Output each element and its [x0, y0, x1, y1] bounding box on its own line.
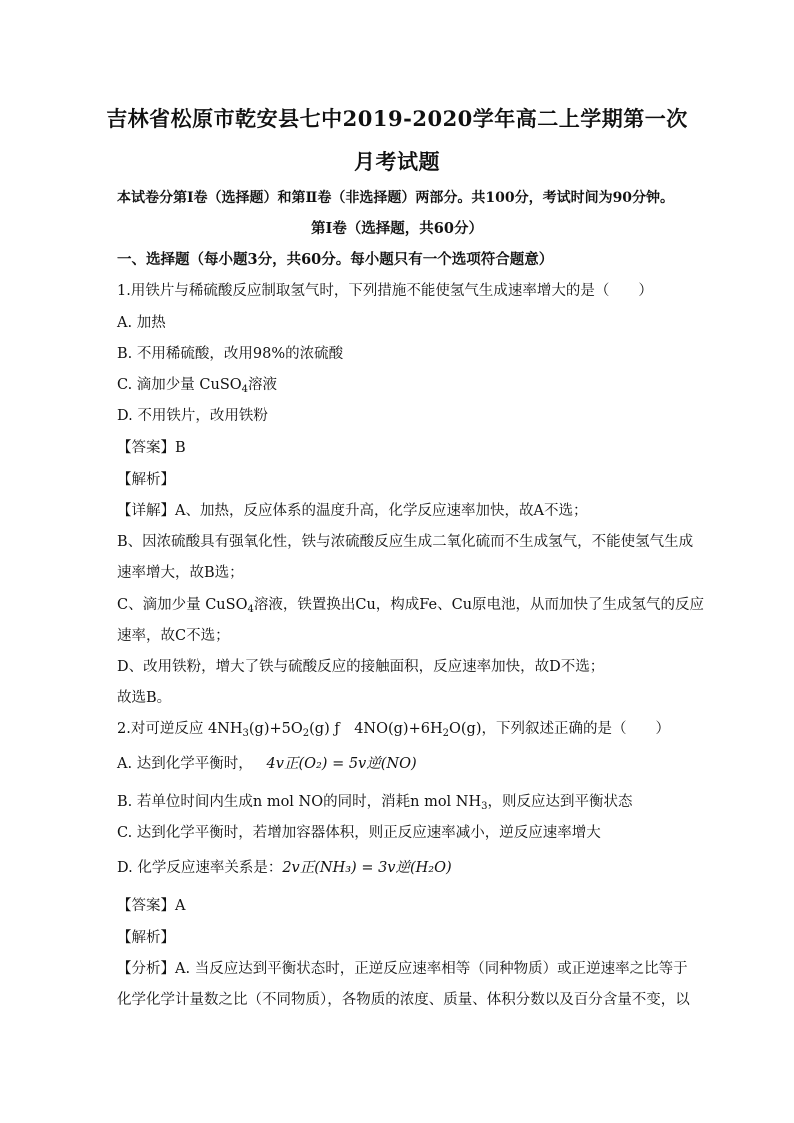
question-2-analysis-2: 化学化学计量数之比（不同物质），各物质的浓度、质量、体积分数以及百分含量不变，以 — [117, 992, 690, 1008]
equation-a: 4v正(O₂) = 5v逆(NO) — [266, 756, 417, 772]
question-1-option-d: D. 不用铁片，改用铁粉 — [117, 408, 268, 424]
question-2-option-d: D. 化学反应速率关系是：2v正(NH₃) = 3v逆(H₂O) — [117, 860, 452, 876]
question-1-explain-d: D、改用铁粉，增大了铁与硫酸反应的接触面积，反应速率加快，故D不选； — [117, 659, 605, 675]
question-1-option-a: A. 加热 — [117, 315, 166, 331]
document-title-line-1: 吉林省松原市乾安县七中2019-2020学年高二上学期第一次 — [106, 106, 688, 131]
exam-intro: 本试卷分第Ⅰ卷（选择题）和第Ⅱ卷（非选择题）两部分。共100分，考试时间为90分钟。 — [117, 190, 675, 206]
question-1-explain-c-1: C、滴加少量 CuSO$_4$溶液，铁置换出Cu，构成Fe、Cu原电池，从而加快了生成氢气的反应 — [117, 597, 705, 615]
question-1-analysis-label: 【解析】 — [117, 472, 175, 488]
question-2-option-c: C. 达到化学平衡时，若增加容器体积，则正反应速率减小，逆反应速率增大 — [117, 825, 601, 841]
question-2-stem: 2.对可逆反应 $4NH_3(g)+5O_2(g)$ ƒ $4NO(g)+6H_2O(g)$，下列叙述正确的是（ ） — [117, 721, 670, 739]
question-1-option-b: B. 不用稀硫酸，改用98%的浓硫酸 — [117, 346, 344, 362]
question-1-answer: 【答案】B — [117, 440, 186, 456]
question-1-explain-b-1: B、因浓硫酸具有强氧化性，铁与浓硫酸反应生成二氧化硫而不生成氢气，不能使氢气生成 — [117, 534, 694, 550]
equation-d: 2v正(NH₃) = 3v逆(H₂O) — [282, 860, 452, 876]
question-1-detail: 【详解】A、加热，反应体系的温度升高，化学反应速率加快，故A不选； — [117, 503, 588, 519]
question-1-explain-b-2: 速率增大，故B选； — [117, 565, 244, 581]
question-1-explain-c-2: 速率，故C不选； — [117, 628, 230, 644]
section-heading: 第Ⅰ卷（选择题，共60分） — [311, 220, 483, 237]
question-2-option-a: A. 达到化学平衡时， 4v正(O₂) = 5v逆(NO) — [117, 756, 417, 772]
question-1-stem: 1.用铁片与稀硫酸反应制取氢气时，下列措施不能使氢气生成速率增大的是（ ） — [117, 283, 653, 299]
question-2-analysis-label: 【解析】 — [117, 930, 175, 946]
question-2-analysis-1: 【分析】A. 当反应达到平衡状态时，正逆反应速率相等（同种物质）或正逆速率之比等于 — [117, 961, 688, 977]
question-1-option-c: C. 滴加少量 CuSO$_4$溶液 — [117, 377, 278, 395]
question-2-option-b: B. 若单位时间内生成n mol NO的同时，消耗n mol $NH_3$，则反应达到平衡状态 — [117, 794, 633, 812]
question-1-conclusion: 故选B。 — [117, 690, 172, 706]
question-2-answer: 【答案】A — [117, 898, 186, 914]
document-title-line-2: 月考试题 — [354, 149, 440, 174]
part-heading: 一、选择题（每小题3分，共60分。每小题只有一个选项符合题意） — [117, 251, 554, 268]
